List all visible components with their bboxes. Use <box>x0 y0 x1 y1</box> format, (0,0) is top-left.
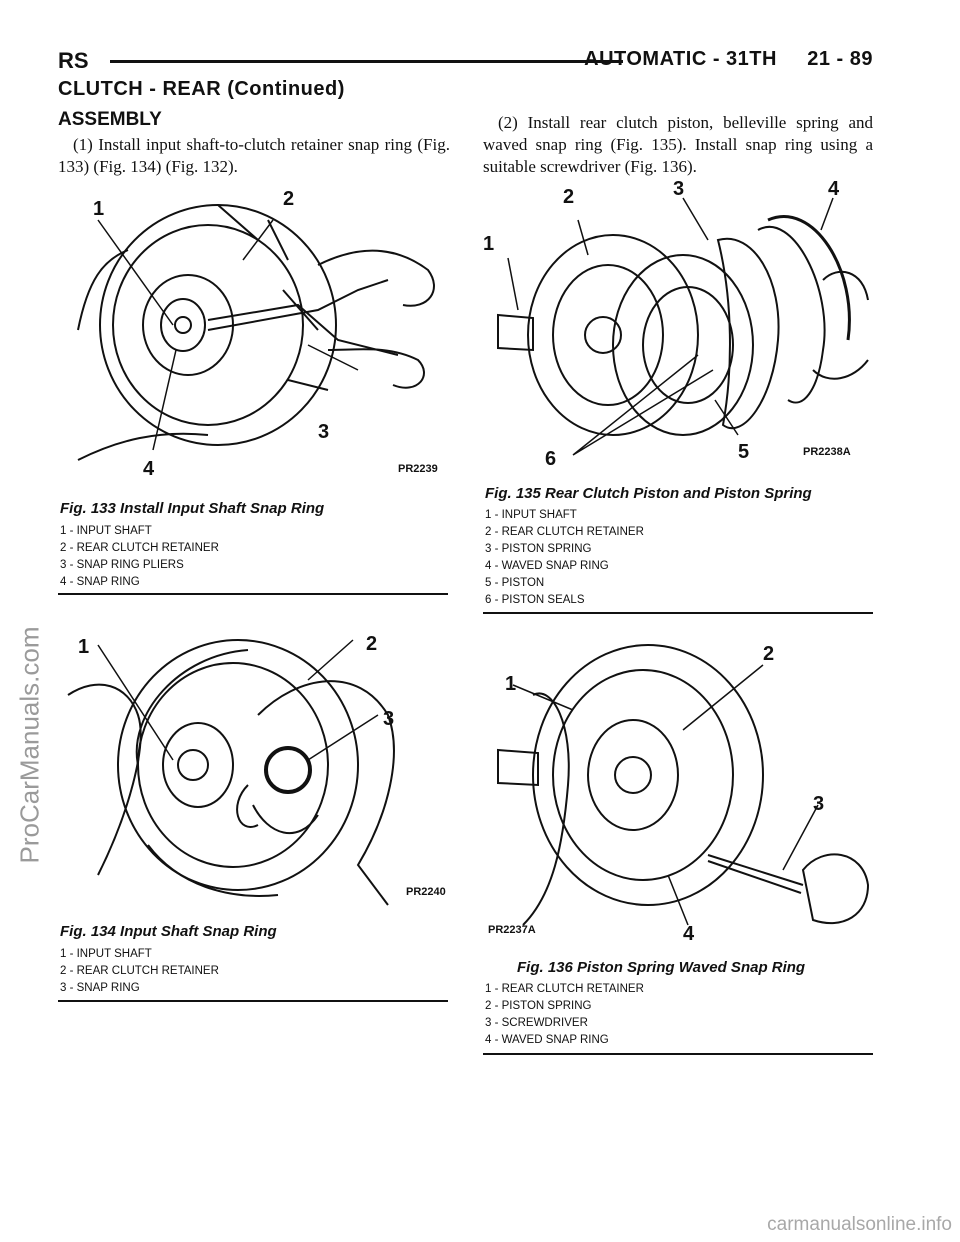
fig134-caption: Fig. 134 Input Shaft Snap Ring <box>60 923 277 940</box>
fig135-legend-item: 2 - REAR CLUTCH RETAINER <box>485 526 644 538</box>
fig134-callout-3: 3 <box>383 708 395 730</box>
fig134-callout-2: 2 <box>366 633 378 655</box>
side-watermark-text: ProCarManuals.com <box>14 626 45 864</box>
fig133-legend-item: 3 - SNAP RING PLIERS <box>60 559 184 571</box>
fig133-legend <box>60 523 219 591</box>
fig135-legend-item: 6 - PISTON SEALS <box>485 594 585 606</box>
fig135-legend-item: 4 - WAVED SNAP RING <box>485 560 609 572</box>
fig133-legend-item: 2 - REAR CLUTCH RETAINER <box>60 542 219 554</box>
fig136-callout-1: 1 <box>505 673 517 695</box>
fig136-callout-3: 3 <box>813 793 825 815</box>
fig134-legend <box>60 946 219 997</box>
fig135-legend-item: 1 - INPUT SHAFT <box>485 509 577 521</box>
header-right: AUTOMATIC - 31TH 21 - 89 <box>584 48 873 70</box>
paragraph-2: (2) Install rear clutch piston, belleville spring and waved snap ring (Fig. 135). Install snap ring using a suitable screwdriver (Fig. 136). <box>483 113 873 176</box>
fig135-code: PR2238A <box>803 446 851 458</box>
paragraph-1: (1) Install input shaft-to-clutch retainer snap ring (Fig. 133) (Fig. 134) (Fig. 132). <box>58 135 450 176</box>
fig133-legend-item: 4 - SNAP RING <box>60 576 140 588</box>
fig133-legend-item: 1 - INPUT SHAFT <box>60 525 152 537</box>
fig136-legend-item: 3 - SCREWDRIVER <box>485 1017 588 1029</box>
header-left: RS <box>58 48 89 73</box>
fig134-legend-item: 2 - REAR CLUTCH RETAINER <box>60 965 219 977</box>
fig133-callout-3: 3 <box>318 421 330 443</box>
fig136-legend-item: 2 - PISTON SPRING <box>485 1000 592 1012</box>
fig135-callout-4: 4 <box>828 178 840 200</box>
page-header <box>58 48 873 76</box>
fig134-legend-item: 3 - SNAP RING <box>60 982 140 994</box>
figure-134-illustration <box>58 615 453 915</box>
side-watermark <box>10 525 50 965</box>
figure-136-illustration <box>483 635 873 945</box>
fig133-code: PR2239 <box>398 463 438 475</box>
fig135-callout-1: 1 <box>483 233 495 255</box>
fig135-legend <box>485 507 644 609</box>
fig134-code: PR2240 <box>406 886 446 898</box>
assembly-heading: ASSEMBLY <box>58 109 162 130</box>
fig136-rule <box>483 1053 873 1055</box>
fig134-callout-1: 1 <box>78 636 90 658</box>
fig135-caption: Fig. 135 Rear Clutch Piston and Piston Spring <box>485 485 812 502</box>
fig134-rule <box>58 1000 448 1002</box>
fig136-legend <box>485 981 644 1049</box>
fig136-legend-item: 1 - REAR CLUTCH RETAINER <box>485 983 644 995</box>
figure-135-illustration <box>483 170 873 470</box>
fig136-callout-4: 4 <box>683 923 695 945</box>
section-title: CLUTCH - REAR (Continued) <box>58 78 345 100</box>
fig134-legend-item: 1 - INPUT SHAFT <box>60 948 152 960</box>
fig136-caption: Fig. 136 Piston Spring Waved Snap Ring <box>517 959 806 976</box>
fig135-legend-item: 3 - PISTON SPRING <box>485 543 592 555</box>
fig135-callout-6: 6 <box>545 448 557 470</box>
bottom-watermark: carmanualsonline.info <box>767 1214 952 1235</box>
fig133-callout-2: 2 <box>283 188 295 210</box>
figure-133-illustration <box>58 180 453 485</box>
fig135-callout-5: 5 <box>738 441 750 463</box>
fig133-rule <box>58 593 448 595</box>
fig136-callout-2: 2 <box>763 643 775 665</box>
fig135-callout-3: 3 <box>673 178 685 200</box>
fig136-legend-item: 4 - WAVED SNAP RING <box>485 1034 609 1046</box>
fig135-callout-2: 2 <box>563 186 575 208</box>
fig133-caption: Fig. 133 Install Input Shaft Snap Ring <box>60 500 325 517</box>
fig135-rule <box>483 612 873 614</box>
header-rule <box>110 60 623 63</box>
fig133-callout-1: 1 <box>93 198 105 220</box>
fig135-legend-item: 5 - PISTON <box>485 577 545 589</box>
fig133-callout-4: 4 <box>143 458 155 480</box>
fig136-code: PR2237A <box>488 924 536 936</box>
